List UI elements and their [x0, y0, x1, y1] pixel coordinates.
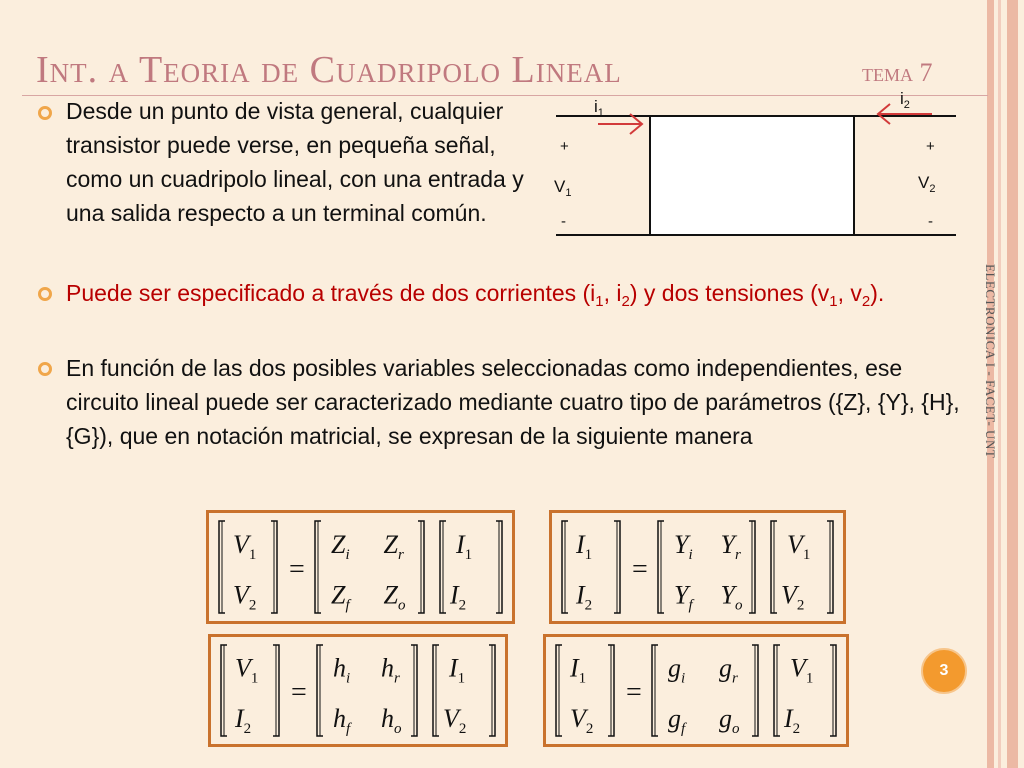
tema-label: tema 7	[862, 58, 933, 87]
matrix-entry: $g_i$	[668, 653, 686, 687]
v2-plus: +	[926, 138, 935, 155]
matrix-entry: $Z_o$	[383, 580, 406, 614]
matrix-entry: $Y_f$	[674, 580, 693, 614]
v2-label: V	[918, 173, 930, 192]
equals-sign: =	[289, 553, 305, 585]
rhs-entry: $V_1$	[790, 653, 814, 687]
matrix-entry: $h_r$	[381, 653, 400, 687]
lhs-entry: $I_2$	[576, 580, 593, 614]
svg-text:V2	[918, 173, 935, 195]
svg-text:i2	[900, 89, 910, 111]
v2-sub: 2	[929, 183, 936, 195]
lhs-entry: $I_2$	[235, 703, 252, 737]
matrix-entry: $h_i$	[333, 653, 351, 687]
i1-sub: 1	[597, 107, 604, 119]
g-parameters-equation	[543, 634, 849, 747]
lhs-entry: $V_2$	[570, 703, 594, 737]
rhs-entry: $V_2$	[781, 580, 805, 614]
z-parameters-equation	[206, 510, 515, 624]
matrix-entry: $Z_i$	[331, 529, 350, 563]
matrix-entry: $h_f$	[333, 703, 351, 737]
lhs-entry: $V_2$	[233, 580, 257, 614]
equals-sign: =	[626, 677, 642, 709]
rhs-entry: $I_1$	[449, 653, 466, 687]
i2-sub: 2	[903, 99, 910, 111]
equals-sign: =	[291, 677, 307, 709]
bullet-text-1: Desde un punto de vista general, cualquier transistor puede verse, en pequeña señal, como un cuadripolo lineal, con una entrada y una salida respecto a un terminal común.	[66, 98, 524, 226]
page-number-badge: 3	[921, 648, 967, 694]
matrix-entry: $g_o$	[719, 703, 740, 737]
i2-label: i	[900, 89, 904, 108]
lhs-entry: $I_1$	[576, 529, 593, 563]
rhs-entry: $V_1$	[787, 529, 811, 563]
bullet-icon	[38, 287, 52, 301]
equals-sign: =	[632, 553, 648, 585]
slide-title: Int. a Teoria de Cuadripolo Lineal	[36, 49, 622, 91]
lhs-entry: $V_1$	[235, 653, 259, 687]
matrix-entry: $Y_i$	[674, 529, 693, 563]
v1-plus: +	[560, 138, 569, 155]
matrix-entry: $h_o$	[381, 703, 402, 737]
rhs-entry: $I_1$	[456, 529, 473, 563]
lhs-entry: $V_1$	[233, 529, 257, 563]
svg-text:i1	[594, 97, 604, 119]
rhs-entry: $V_2$	[443, 703, 467, 737]
two-port-box	[650, 116, 854, 235]
two-port-diagram	[546, 88, 966, 248]
y-parameters-equation	[549, 510, 846, 624]
v1-sub: 1	[565, 187, 572, 199]
matrix-entry: $Z_r$	[383, 529, 404, 563]
svg-text:V1	[554, 177, 571, 199]
rhs-entry: $I_2$	[784, 703, 801, 737]
matrix-entry: $Z_f$	[331, 580, 350, 614]
bullet-text-3: En función de las dos posibles variables seleccionadas como independientes, ese circuito lineal puede ser caracterizado mediante cuatro tipo de parámetros ({Z}, {Y}, {H}, {G}), que en notación matricial, se expresan de la siguiente manera	[66, 355, 960, 449]
decor-stripe	[1007, 0, 1018, 768]
bullet-icon	[38, 362, 52, 376]
decor-stripe	[998, 0, 1001, 768]
matrix-entry: $Y_r$	[720, 529, 741, 563]
rhs-entry: $I_2$	[450, 580, 467, 614]
bullet-text-2: Puede ser especificado a través de dos corrientes ($i_1$, $i_2$) y dos tensiones ($v_1$, $v_2$).	[66, 280, 885, 310]
matrix-entry: $Y_o$	[720, 580, 743, 614]
bullet-icon	[38, 106, 52, 120]
v1-minus: -	[561, 213, 566, 230]
v2-minus: -	[928, 213, 933, 230]
i1-label: i	[594, 97, 598, 116]
matrix-entry: $g_f$	[668, 703, 686, 737]
v1-label: V	[554, 177, 566, 196]
h-parameters-equation	[208, 634, 508, 747]
lhs-entry: $I_1$	[570, 653, 587, 687]
side-footer: ELECTRONICA I - FACET- UNT	[983, 264, 998, 459]
matrix-entry: $g_r$	[719, 653, 738, 687]
